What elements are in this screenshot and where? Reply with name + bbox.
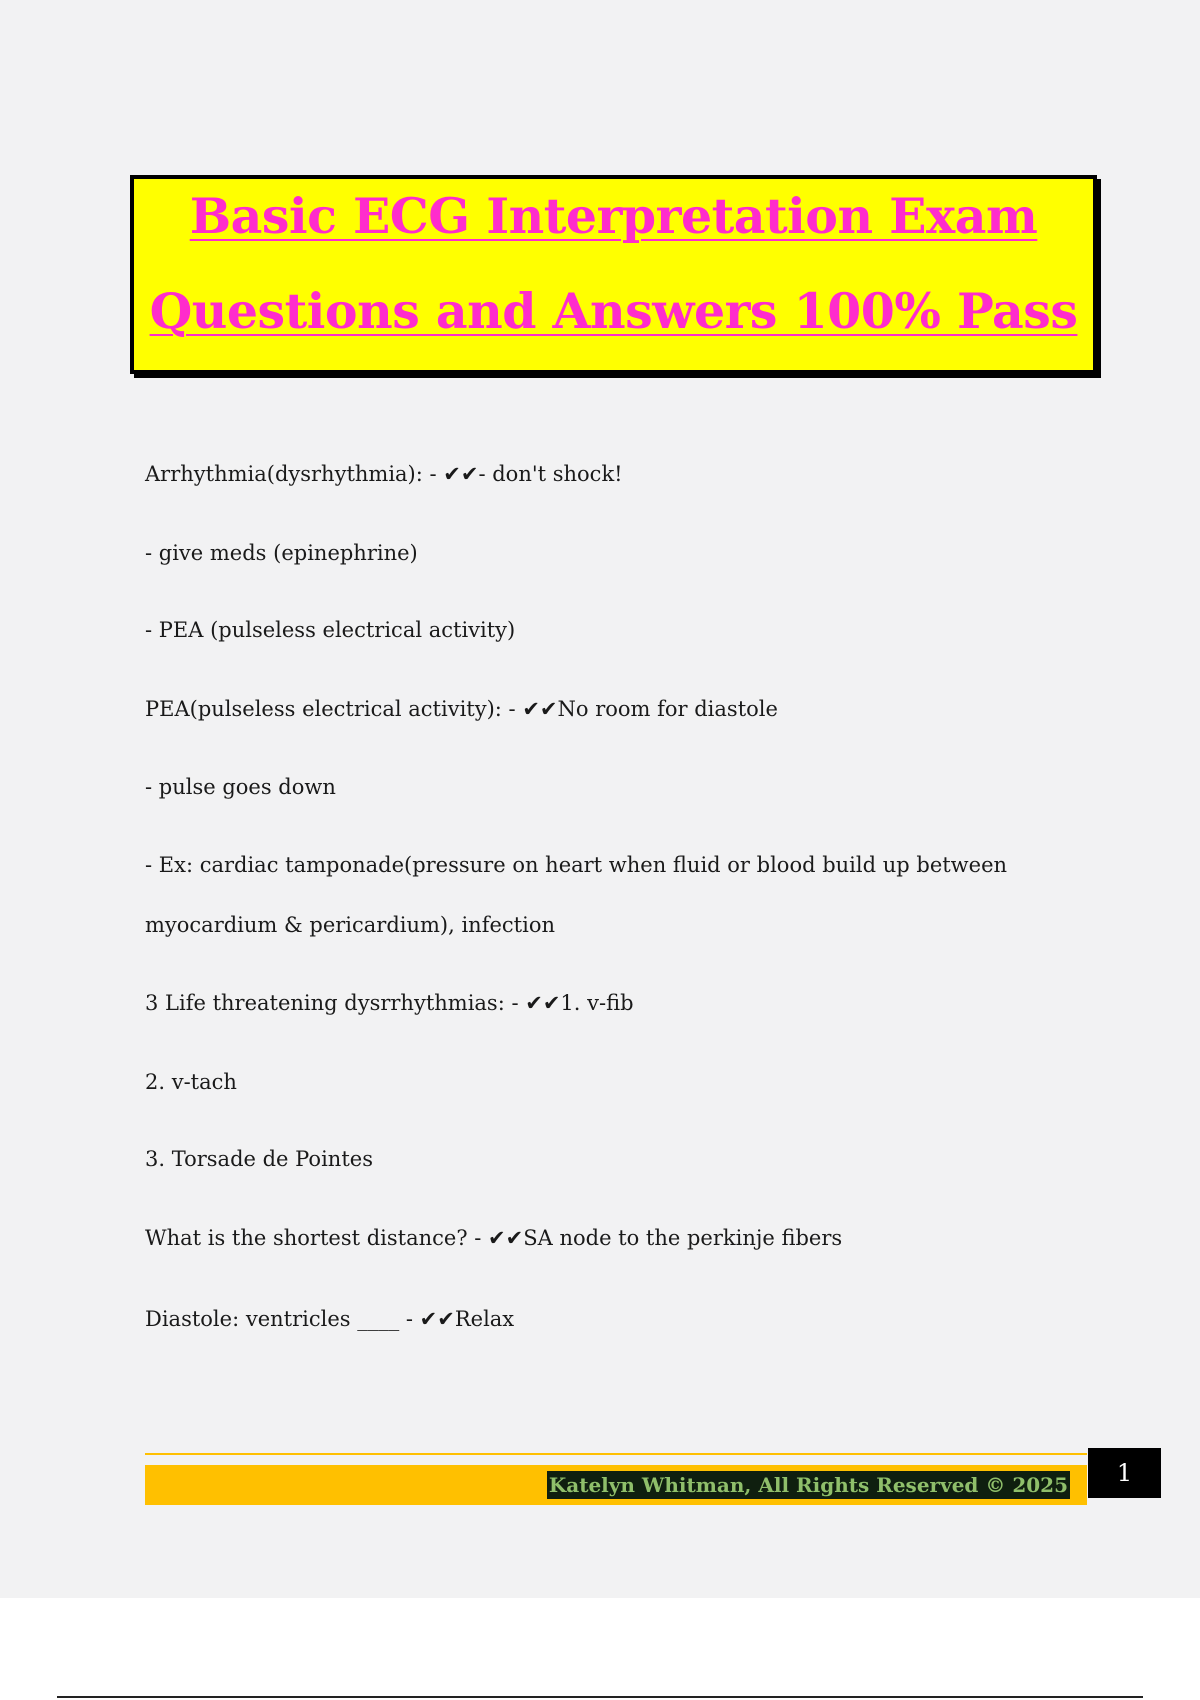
qa-line: Arrhythmia(dysrhythmia): - ✔✔- don't shock! (145, 462, 623, 486)
page-number: 1 (1088, 1448, 1161, 1498)
title-line-2: Questions and Answers 100% Pass (149, 282, 1078, 340)
qa-line: Diastole: ventricles ____ - ✔✔Relax (145, 1307, 515, 1331)
footer-bar (145, 1465, 1087, 1505)
copyright-text: Katelyn Whitman, All Rights Reserved © 2025 (548, 1473, 1068, 1497)
qa-line: - pulse goes down (145, 775, 336, 799)
qa-line: PEA(pulseless electrical activity): - ✔✔No room for diastole (145, 697, 778, 721)
qa-line: - PEA (pulseless electrical activity) (145, 618, 516, 642)
qa-line: 2. v-tach (145, 1070, 237, 1094)
title-box (130, 175, 1097, 374)
title-line-1: Basic ECG Interpretation Exam (189, 187, 1038, 245)
qa-line: 3 Life threatening dysrrhythmias: - ✔✔1. v-fib (145, 991, 634, 1015)
footer-rule (145, 1453, 1087, 1455)
page-divider (57, 1696, 1143, 1698)
qa-line: - give meds (epinephrine) (145, 541, 418, 565)
qa-line: - Ex: cardiac tamponade(pressure on heart when fluid or blood build up between (145, 853, 1008, 877)
qa-line: myocardium & pericardium), infection (145, 913, 555, 937)
qa-line: 3. Torsade de Pointes (145, 1147, 373, 1171)
qa-line: What is the shortest distance? - ✔✔SA node to the perkinje fibers (145, 1226, 843, 1250)
